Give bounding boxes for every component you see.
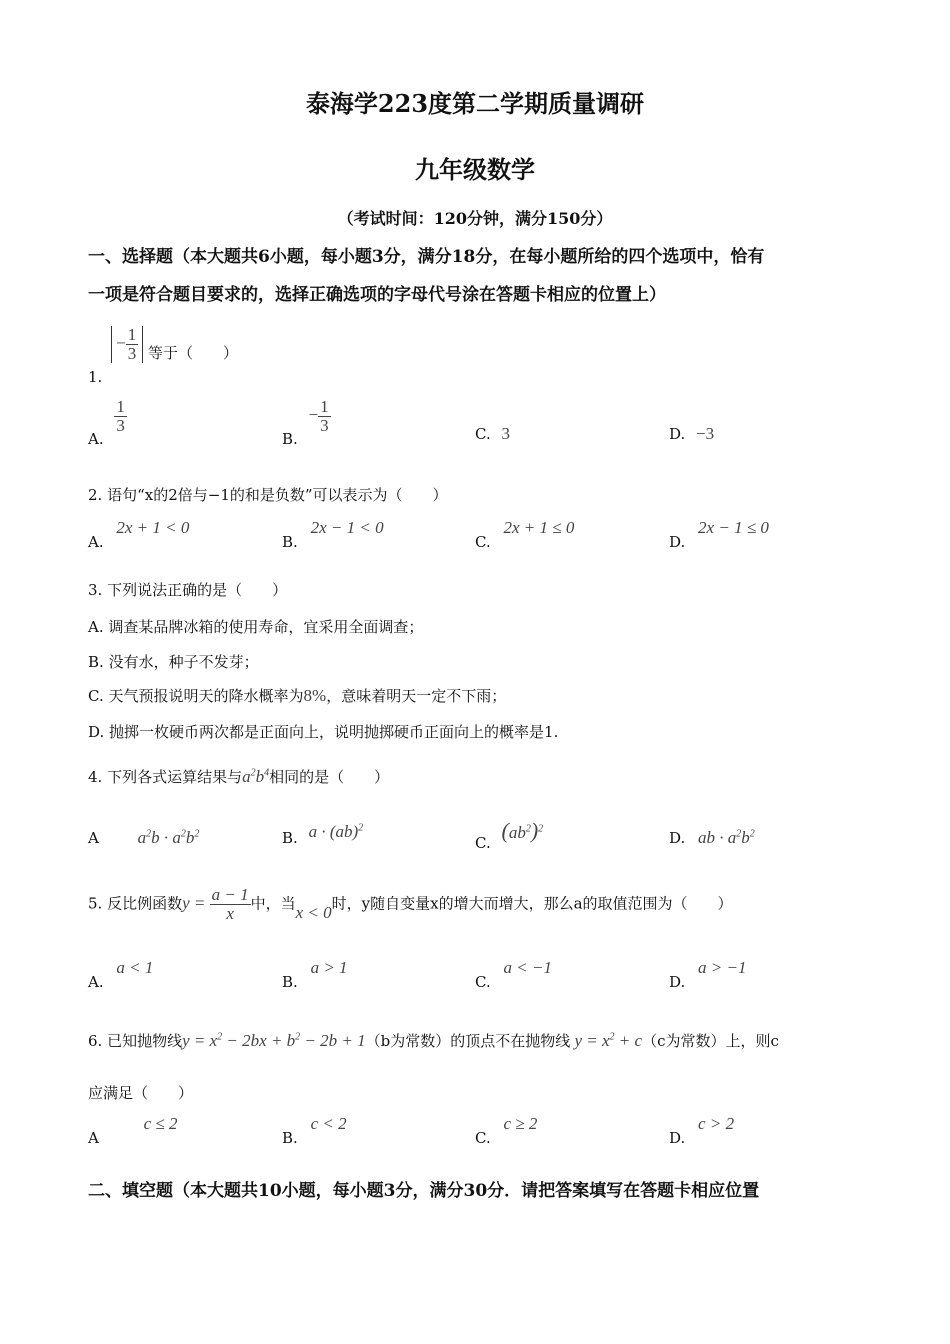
- q4-option-b[interactable]: B. a · (ab)$^2$: [282, 822, 364, 847]
- question-5: 5. 反比例函数y = $\frac{a - 1}{x}$ 中，当x < 0时，y随自变量x的增大而增大，那么a的取值范围为（ ）: [88, 885, 733, 923]
- q6-option-d[interactable]: D. c > 2: [669, 1114, 735, 1147]
- q2-option-b[interactable]: B. 2x − 1 < 0: [282, 518, 384, 551]
- q1-option-a[interactable]: A. $\frac{1}{3}$: [88, 397, 125, 449]
- exam-info: （考试时间：120分钟，满分150分）: [337, 209, 613, 228]
- q4-option-a[interactable]: A $a^2b \cdot a^2b^2$: [88, 828, 200, 847]
- q4-option-c[interactable]: C. $(ab^2)^2$: [475, 818, 544, 852]
- question-number: 1.: [88, 368, 103, 387]
- q6-option-c[interactable]: C. c ≥ 2: [475, 1114, 538, 1147]
- question-1: [88, 325, 238, 387]
- section2-heading: 二、填空题（本大题共10小题，每小题3分，满分30分．请把答案填写在答题卡相应位置: [88, 1181, 760, 1201]
- q1-option-c[interactable]: C. 3: [475, 424, 510, 443]
- question-2: 2. 语句“x的2倍与−1的和是负数”可以表示为（ ）: [88, 486, 448, 504]
- q6-option-a[interactable]: A c ≤ 2: [88, 1114, 178, 1147]
- q5-option-c[interactable]: C. a < −1: [475, 958, 552, 991]
- q4-option-d[interactable]: D. ab · $a^2b^2$: [669, 828, 755, 847]
- q3-option-c[interactable]: C. 天气预报说明天的降水概率为8%，意味着明天一定不下雨；: [88, 686, 507, 705]
- question-text: 等于（ ）: [147, 344, 238, 363]
- q5-option-b[interactable]: B. a > 1: [282, 958, 348, 991]
- question-4: 4. 下列各式运算结果与$a^2b^4$相同的是（ ）: [88, 767, 390, 786]
- q2-option-a[interactable]: A. 2x + 1 < 0: [88, 518, 190, 551]
- q6-option-b[interactable]: B. c < 2: [282, 1114, 347, 1147]
- question-6: 6. 已知抛物线$y = x^2 - 2bx + b^2 - 2b + 1(b$为常数）的顶点不在抛物线 $y = x^2 + c(c$为常数）上，则c: [88, 1031, 779, 1050]
- q2-option-c[interactable]: C. 2x + 1 ≤ 0: [475, 518, 575, 551]
- q3-option-d[interactable]: D. 抛掷一枚硬币两次都是正面向上，说明抛掷硬币正面向上的概率是1.: [88, 723, 559, 741]
- q5-option-a[interactable]: A. a < 1: [88, 958, 154, 991]
- exam-subject: 九年级数学: [415, 155, 535, 184]
- q3-option-b[interactable]: B. 没有水，种子不发芽；: [88, 653, 259, 671]
- q5-option-d[interactable]: D. a > −1: [669, 958, 747, 991]
- exam-title: 泰海学223度第二学期质量调研: [305, 89, 645, 118]
- q3-option-a[interactable]: A. 调查某品牌冰箱的使用寿命，宜采用全面调查；: [88, 618, 424, 636]
- question-3: 3. 下列说法正确的是（ ）: [88, 581, 288, 599]
- q1-option-b[interactable]: B. − $\frac{1}{3}$: [282, 397, 329, 449]
- section1-heading-line2: 一项是符合题目要求的，选择正确选项的字母代号涂在答题卡相应的位置上）: [88, 285, 666, 305]
- a2b4-expr: $a^2b^4$: [242, 767, 270, 786]
- q1-option-d[interactable]: D. −3: [669, 424, 715, 443]
- q2-option-d[interactable]: D. 2x − 1 ≤ 0: [669, 518, 769, 551]
- section1-heading-line1: 一、选择题（本大题共6小题，每小题3分，满分18分，在每小题所给的四个选项中，恰有: [88, 247, 765, 267]
- question-6-line2: 应满足（ ）: [88, 1084, 194, 1102]
- absolute-value-expr: − $\frac{1}{3}$: [111, 326, 143, 363]
